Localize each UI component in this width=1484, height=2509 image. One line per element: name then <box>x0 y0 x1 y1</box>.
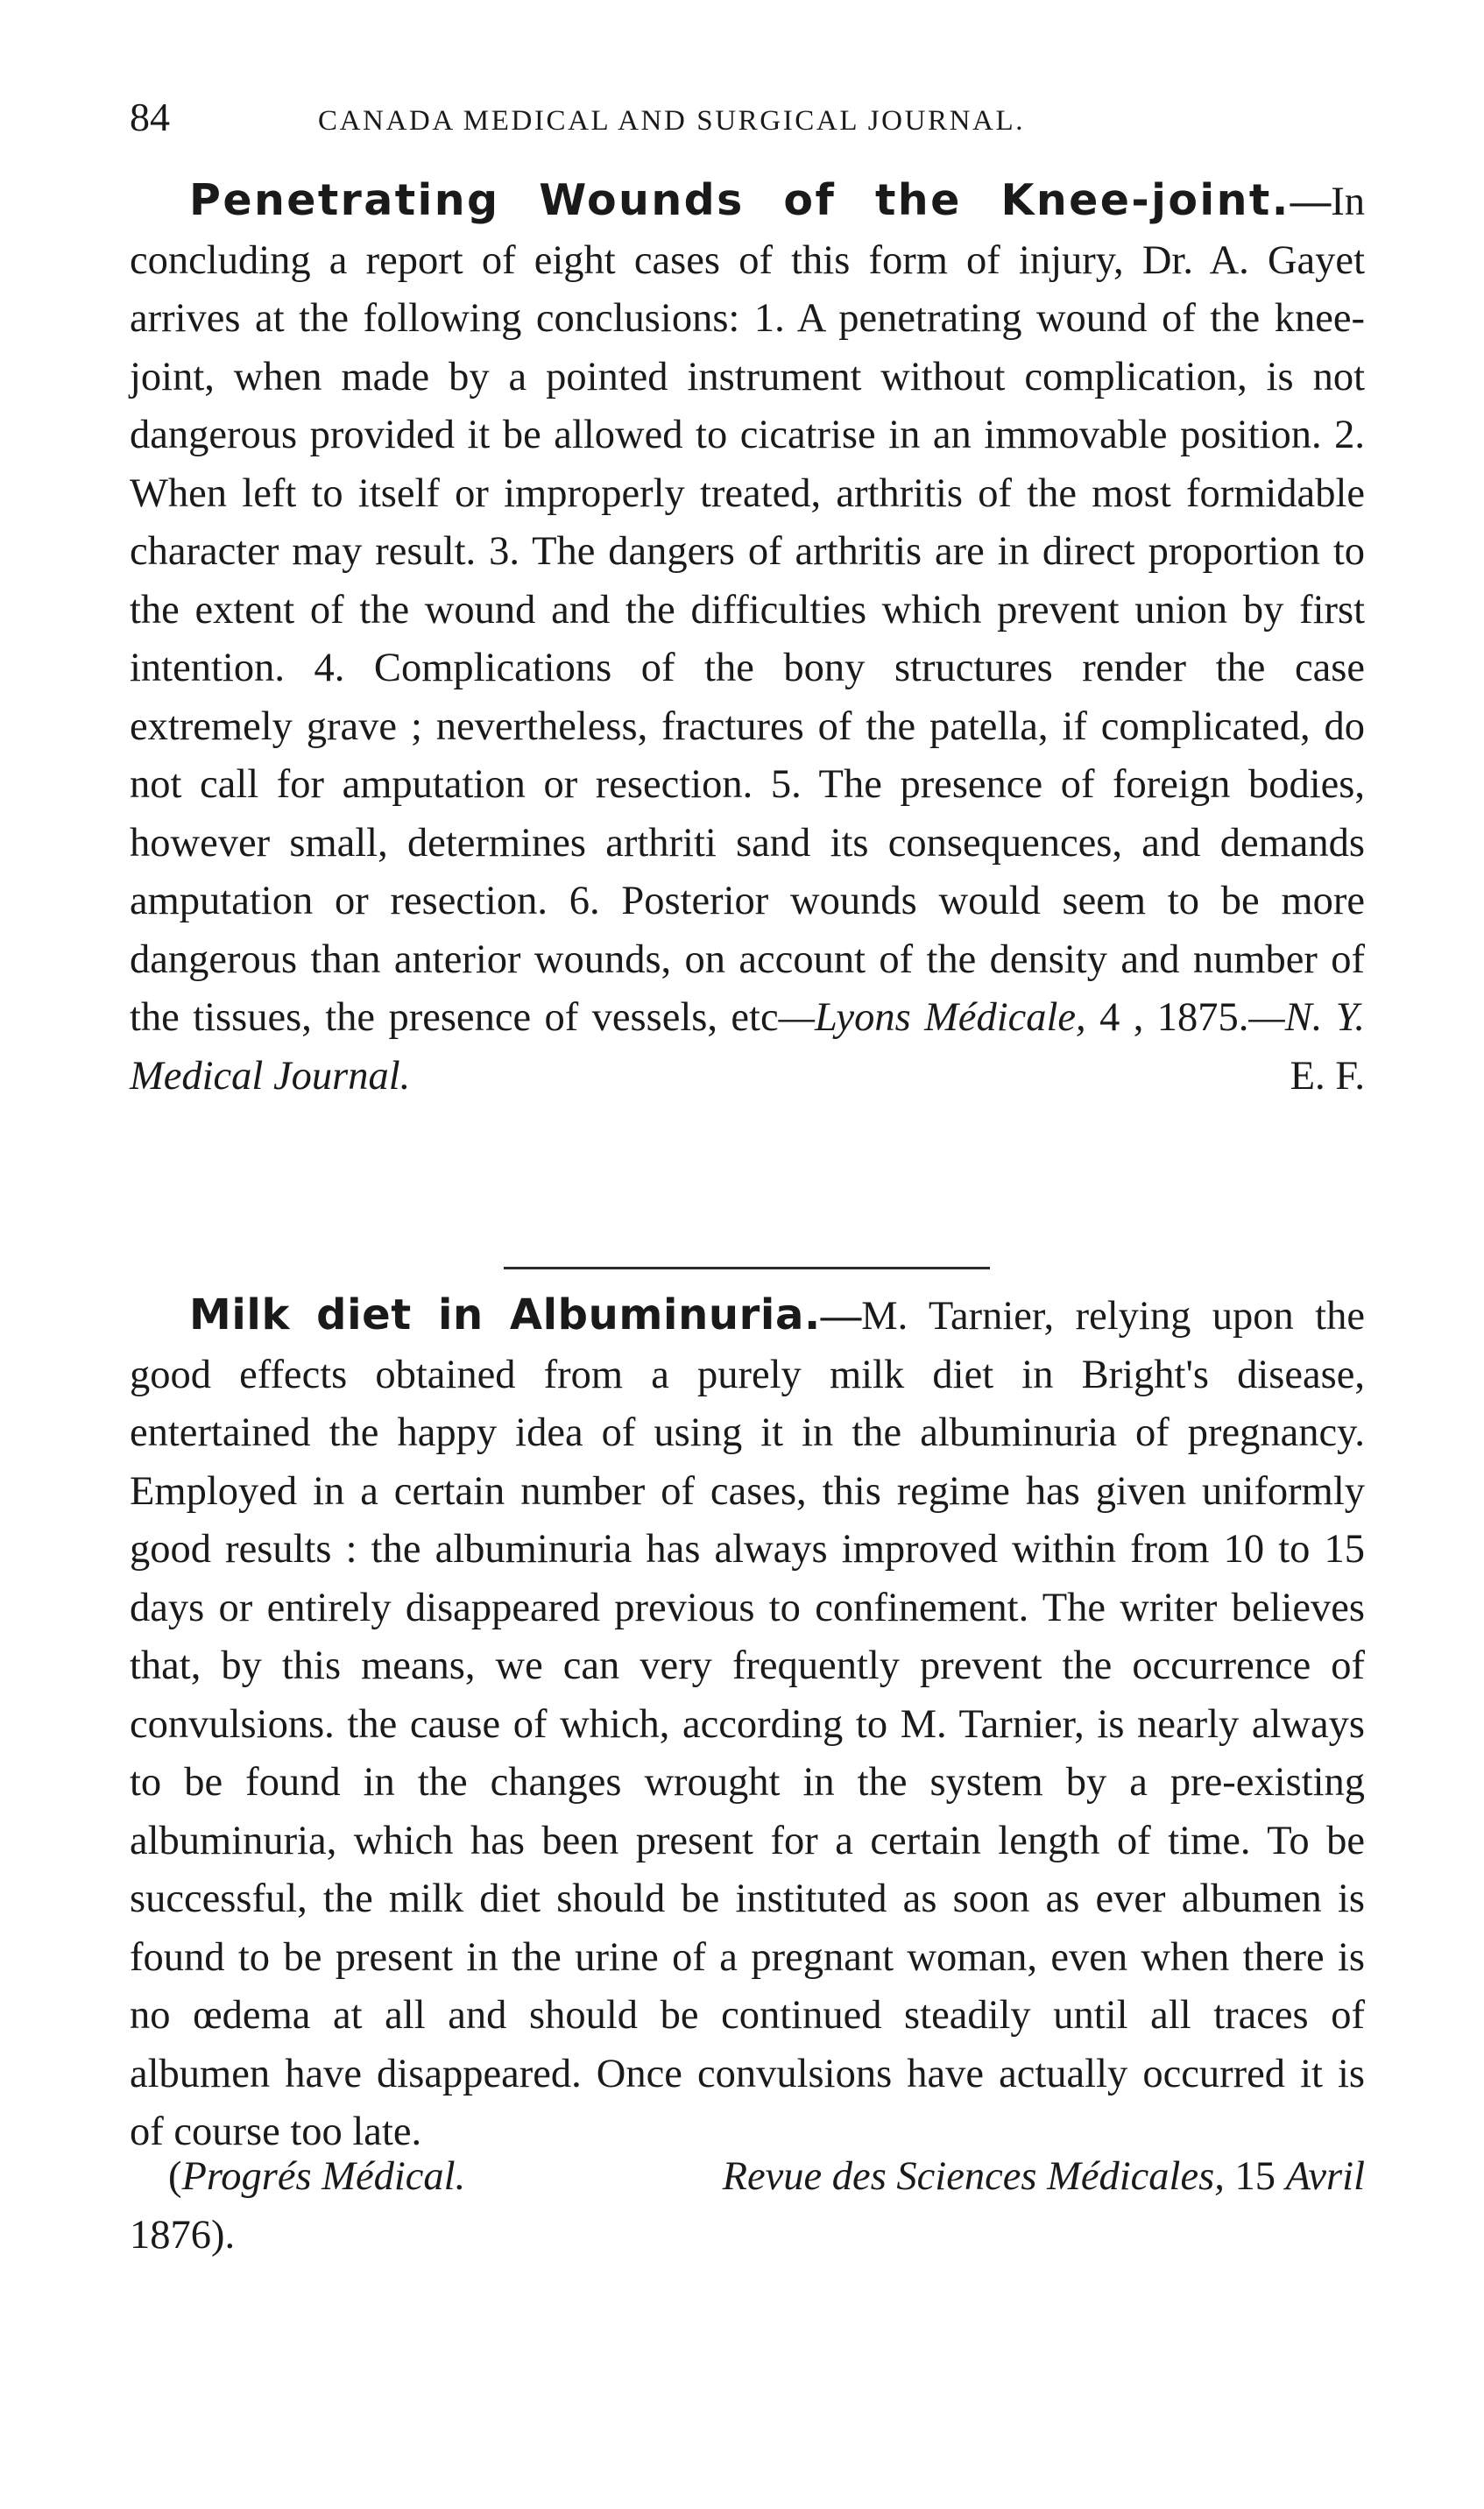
source-reprint: —N. Y. Medical Journal. <box>130 995 1366 1099</box>
article-body: M. Tarnier, relying upon the good effects obtained from a purely milk diet in Bright's disease, entertained the happy idea of using it in the albuminuria of pregnancy. Employed in a certain number of cases, this regime has given uniformly good results : the albuminuria has always improved within from 10 to 15 days or entirely disappeared previous to confinement. The writer believes that, by this means, we can very frequently prevent the occurrence of convulsions. the cause of which, according to M. Tarnier, is nearly always to be found in the changes wrought in the system by a pre-existing albuminuria, which has been present for a certain length of time. To be successful, the milk diet should be instituted as soon as ever albumen is found to be present in the urine of a pregnant woman, even when there is no œdema at all and should be continued steadily until all traces of albumen have disappeared. Once convulsions have actually occurred it is of course too late. <box>130 1294 1365 2154</box>
source-date: 15 <box>1224 2154 1286 2199</box>
article-heading: Penetrating Wounds of the Knee-joint. <box>189 175 1290 225</box>
source-line <box>130 2207 1365 2265</box>
author-initials: E. F. <box>1290 1053 1365 1099</box>
page-number: 84 <box>130 95 170 139</box>
source-part-b <box>723 2148 1365 2207</box>
source-revue: Revue des Sciences Médicales, <box>722 2154 1225 2199</box>
journal-title: CANADA MEDICAL AND SURGICAL JOURNAL. <box>318 105 1026 137</box>
article-paragraph <box>130 172 1365 1106</box>
source-date: 4 , 1875. <box>1085 995 1249 1040</box>
running-head <box>130 91 1365 152</box>
source-progres: Progrés Médical. <box>181 2154 466 2199</box>
article-source <box>130 2148 1365 2265</box>
source-part-a <box>168 2148 465 2207</box>
article-paragraph <box>130 1286 1365 2162</box>
article-knee-joint <box>130 172 1365 1106</box>
article-body: In concluding a report of eight cases of this form of injury, Dr. A. Gayet arrives at the following conclusions: 1. A penetrating wound of the knee-joint, when made by a pointed instrument without complication, is not dangerous provided it be allowed to cicatrise in an immovable position. 2. When left to itself or improperly treated, arthritis of the most formidable character may result. 3. The dangers of arthritis are in direct proportion to the extent of the wound and the difficulties which prevent union by first intention. 4. Complications of the bony structures render the case extremely grave ; nevertheless, fractures of the patella, if complicated, do not call for amputation or resection. 5. The presence of foreign bodies, however small, determines arthriti sand its consequences, and demands amputation or resection. 6. Posterior wounds would seem to be more dangerous than anterior wounds, on account of the density and number of the tissues, the presence of vessels, etc <box>130 180 1365 1040</box>
source-line <box>130 2148 1365 2207</box>
source-month: Avril <box>1285 2154 1365 2199</box>
section-divider <box>504 1267 990 1269</box>
heading-dash: — <box>1290 180 1332 224</box>
heading-dash: — <box>820 1294 862 1339</box>
source-year: 1876 <box>130 2212 211 2258</box>
article-milk-diet <box>130 1286 1365 2162</box>
source-paren-open: ( <box>168 2154 182 2199</box>
article-heading: Milk diet in Albuminuria. <box>189 1290 821 1339</box>
source-journal: —Lyons Médicale, <box>778 995 1086 1040</box>
source-paren-close: ). <box>211 2212 236 2258</box>
